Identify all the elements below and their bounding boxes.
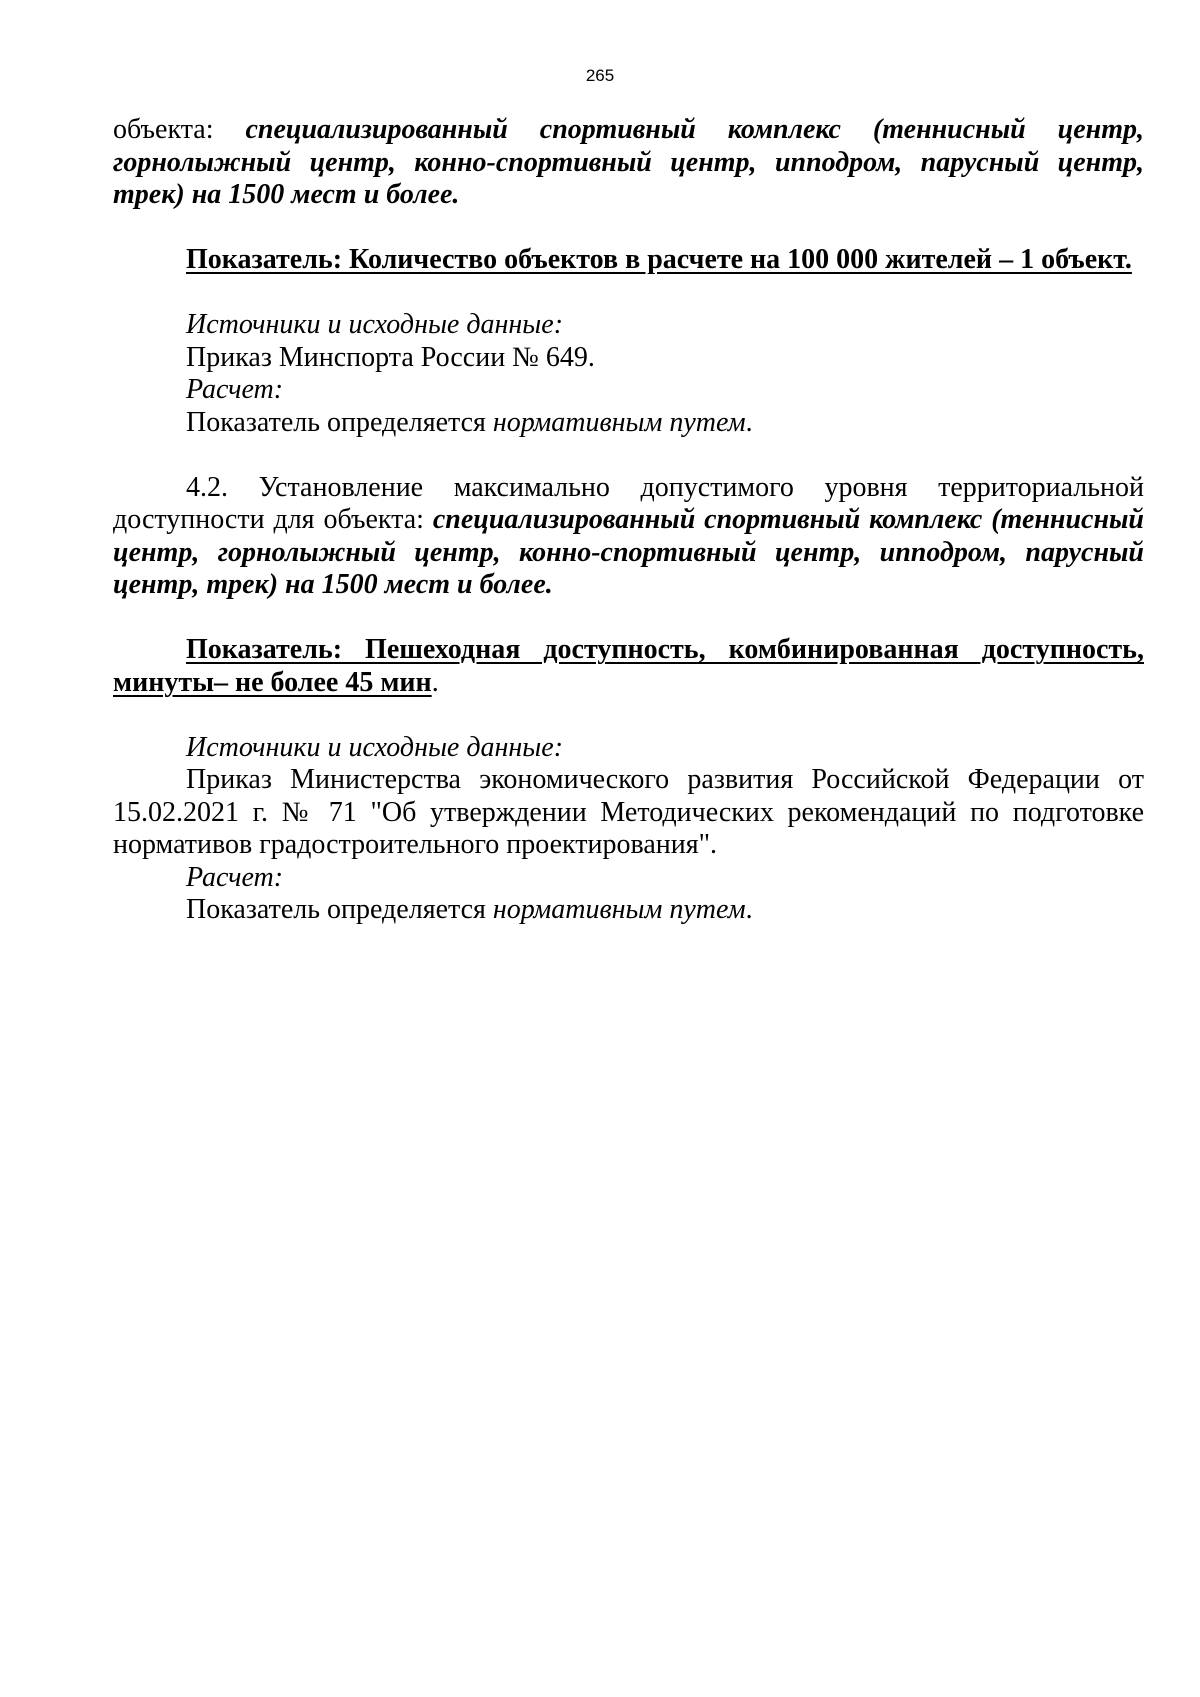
object-name: специализированный спортивный комплекс (теннисный центр, горнолыжный центр, конно-спортивный центр, ипподром, парусный центр, трек) на 1500 мест и более. [113,504,1144,600]
object-paragraph-2 [113,472,1144,602]
calculation-heading: Расчет: [186,374,284,405]
sources-text: Приказ Минспорта России № 649. [186,341,595,373]
spacer [113,602,1144,635]
sources-heading: Источники и исходные данные: [186,731,564,763]
indicator-text: Показатель: Количество объектов в расчете на 100 000 жителей – 1 объект. [186,244,1132,275]
indicator-paragraph-1 [113,244,1144,277]
sources-text: Приказ Министерства экономического развития Российской Федерации от 15.02.2021 г. № 71 "Об утверждении Методических рекомендаций по подготовке нормативов градостроительного проектирования". [113,764,1144,860]
spacer [113,699,1144,732]
sources-heading: Источники и исходные данные: [186,309,564,340]
object-paragraph-1 [113,114,1144,212]
page-number: 265 [585,66,615,85]
calculation-text [113,407,1144,440]
calculation-method: нормативным путем [492,406,746,438]
calculation-prefix: Показатель определяется [186,406,493,438]
indicator-suffix: . [431,666,439,698]
object-name: специализированный спортивный комплекс (теннисный центр, горнолыжный центр, конно-спортивный центр, ипподром, парусный центр, трек) на 1500 мест и более. [113,114,1144,210]
calculation-prefix: Показатель определяется [186,894,493,925]
section-prefix: 4.2. Установление максимально допустимого уровня территориальной доступности для объекта: [113,471,1144,535]
indicator-text: Показатель: Пешеходная доступность, комбинированная доступность, минуты– не более 45 мин [113,634,1144,698]
spacer [113,212,1144,245]
calculation-suffix: . [745,406,753,438]
calculation-suffix: . [745,894,753,925]
indicator-paragraph-2 [113,634,1144,699]
calculation-method: нормативным путем [492,894,746,925]
calculation-heading: Расчет: [186,861,284,893]
calculation-text [113,894,1144,927]
object-prefix: объекта: [113,114,246,145]
spacer [113,277,1144,310]
document-body [113,114,1144,927]
spacer [113,439,1144,472]
